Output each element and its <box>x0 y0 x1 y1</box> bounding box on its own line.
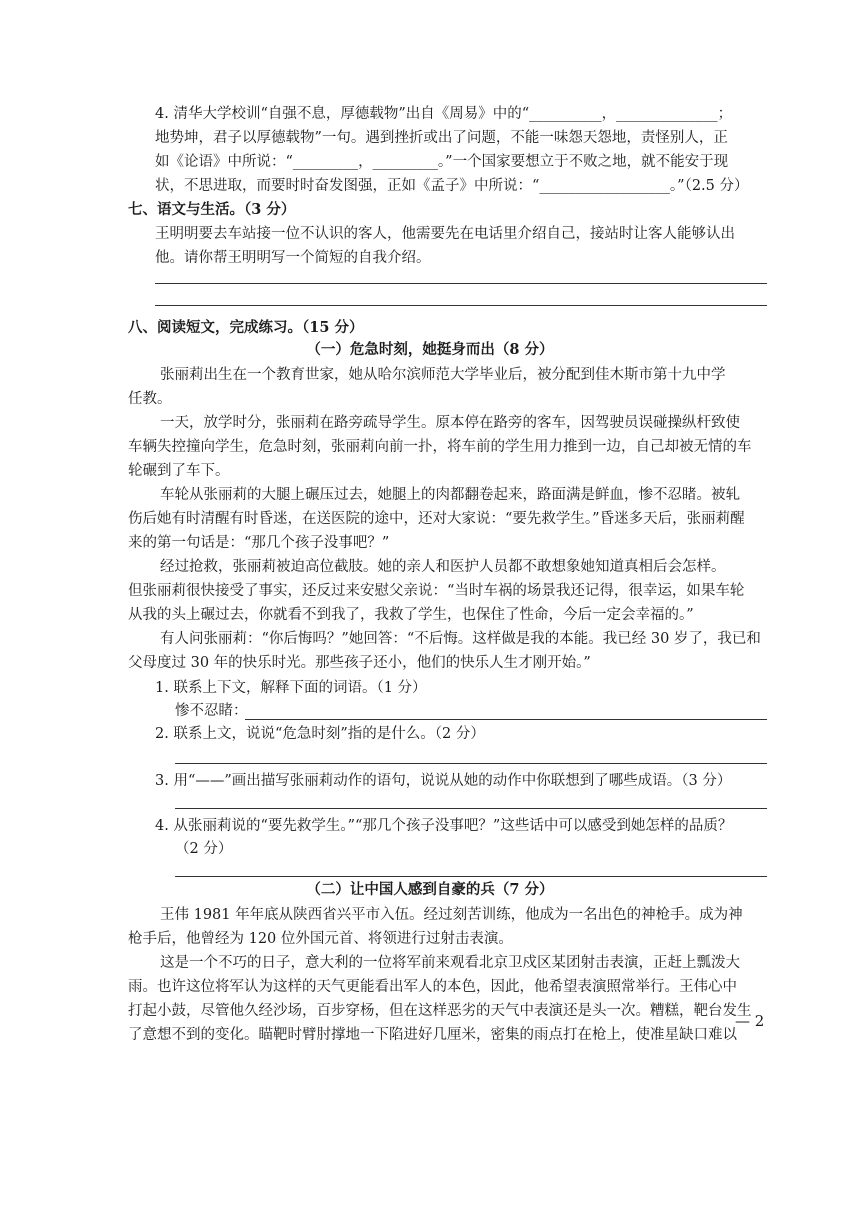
question-4-score: （2 分） <box>175 841 233 857</box>
answer-line[interactable] <box>175 876 767 877</box>
passage-2-text: 雨。也许这位将军认为这样的天气更能看出军人的本色，因此，他希望表演照常举行。王伟心中 <box>128 979 737 995</box>
answer-line[interactable] <box>245 719 767 720</box>
q4-line-2: 地势坤，君子以厚德载物”一句。遇到挫折或出了问题，不能一味怨天怨地，责怪别人，正 <box>155 130 728 146</box>
passage-1-text: 有人问张丽莉：“你后悔吗？”她回答：“不后悔。这样做是我的本能。我已经 30 岁了，我已和 <box>160 631 761 647</box>
passage-1-text: 车轮从张丽莉的大腿上碾压过去，她腿上的肉都翻卷起来，路面满是鲜血，惨不忍睹。被轧 <box>160 487 740 503</box>
passage-2-text: 王伟 1981 年年底从陕西省兴平市入伍。经过刻苦训练，他成为一名出色的神枪手。成为神 <box>160 907 743 923</box>
passage-1-text: 但张丽莉很快接受了事实，还反过来安慰父亲说：“当时车祸的场景我还记得，很幸运，如果车轮 <box>128 583 745 599</box>
section-7-text-1: 王明明要去车站接一位不认识的客人，他需要先在电话里介绍自己，接站时让客人能够认出 <box>155 226 735 242</box>
passage-1-text: 从我的头上碾过去，你就看不到我了，我救了学生，也保住了性命，今后一定会幸福的。” <box>128 607 694 623</box>
passage-2-text: 了意想不到的变化。瞄靶时臂肘撑地一下陷进好几厘米，密集的雨点打在枪上，使准星缺口难以 <box>128 1027 737 1043</box>
passage-1-text: 伤后她有时清醒有时昏迷，在送医院的途中，还对大家说：“要先救学生。”昏迷多天后，张丽莉醒 <box>128 511 745 527</box>
answer-line[interactable] <box>175 763 767 764</box>
q4-line-4: 状，不思进取，而要时时奋发图强，正如《孟子》中所说：“__________________。”（2.5 分） <box>155 178 749 194</box>
q4-line-3: 如《论语》中所说：“_________，_________。”一个国家要想立于不败之地，就不能安于现 <box>155 154 729 170</box>
question-1: 1. 联系上下文，解释下面的词语。（1 分） <box>155 680 427 696</box>
question-2: 2. 联系上文，说说“危急时刻”指的是什么。（2 分） <box>155 726 485 742</box>
page-number: — 2 <box>735 1012 765 1030</box>
question-4: 4. 从张丽莉说的“要先救学生。”“那几个孩子没事吧？”这些话中可以感受到她怎样的品质？ <box>155 818 733 834</box>
passage-1-text: 轮碾到了车下。 <box>128 463 230 479</box>
passage-2-text: 这是一个不巧的日子，意大利的一位将军前来观看北京卫戍区某团射击表演，正赶上瓢泼大 <box>160 955 740 971</box>
passage-1-text: 父母度过 30 年的快乐时光。那些孩子还小，他们的快乐人生才刚开始。” <box>128 655 591 671</box>
section-7-title: 七、语文与生活。（3 分） <box>128 201 296 218</box>
question-1-word: 惨不忍睹： <box>175 703 248 719</box>
section-7-text-2: 他。请你帮王明明写一个简短的自我介绍。 <box>155 250 431 266</box>
q4-line-1: 4. 清华大学校训“自强不息，厚德载物”出自《周易》中的“__________，______________； <box>155 106 733 122</box>
passage-1-text: 张丽莉出生在一个教育世家，她从哈尔滨师范大学毕业后，被分配到佳木斯市第十九中学 <box>160 367 726 383</box>
passage-1-text: 一天，放学时分，张丽莉在路旁疏导学生。原本停在路旁的客车，因驾驶员误碰操纵杆致使 <box>160 415 740 431</box>
passage-1-text: 来的第一句话是：“那几个孩子没事吧？” <box>128 535 390 551</box>
passage-1-text: 车辆失控撞向学生，危急时刻，张丽莉向前一扑，将车前的学生用力推到一边，自己却被无情的车 <box>128 439 752 455</box>
passage-1-title: （一）危急时刻，她挺身而出（8 分） <box>306 341 554 358</box>
answer-line[interactable] <box>155 305 767 306</box>
passage-1-text: 任教。 <box>128 391 172 407</box>
question-3: 3. 用“——”画出描写张丽莉动作的语句，说说从她的动作中你联想到了哪些成语。（3 分） <box>155 773 732 789</box>
passage-2-text: 枪手后，他曾经为 120 位外国元首、将领进行过射击表演。 <box>128 931 513 947</box>
answer-line[interactable] <box>175 808 767 809</box>
passage-2-title: （二）让中国人感到自豪的兵（7 分） <box>306 881 554 898</box>
section-8-title: 八、阅读短文，完成练习。（15 分） <box>128 319 364 336</box>
passage-2-text: 打起小鼓，尽管他久经沙场，百步穿杨，但在这样恶劣的天气中表演还是头一次。糟糕，靶台发生 <box>128 1003 752 1019</box>
answer-line[interactable] <box>155 283 767 284</box>
passage-1-text: 经过抢救，张丽莉被迫高位截肢。她的亲人和医护人员都不敢想象她知道真相后会怎样。 <box>160 559 726 575</box>
